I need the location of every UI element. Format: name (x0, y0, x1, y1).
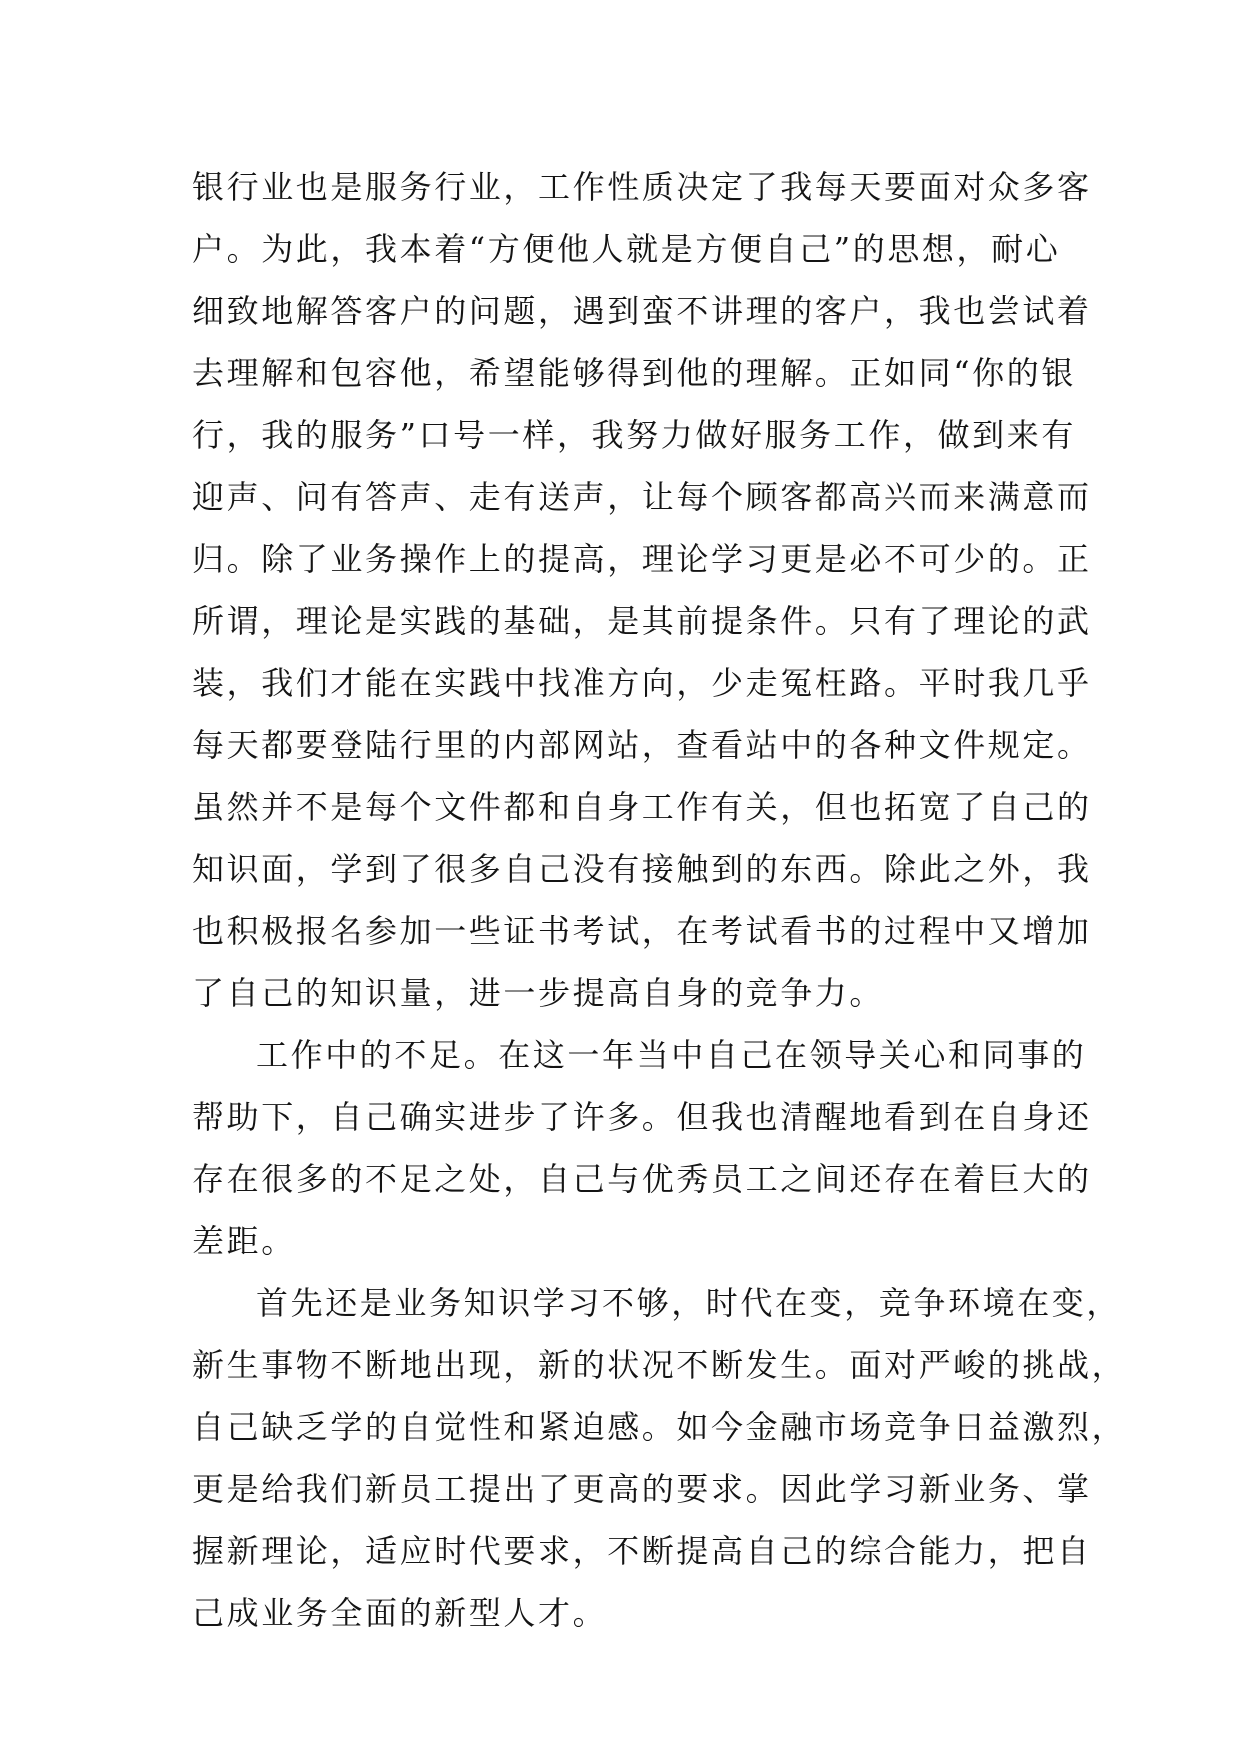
text-line: 归。除了业务操作上的提高，理论学习更是必不可少的。正 (192, 540, 1092, 578)
text-line: 细致地解答客户的问题，遇到蛮不讲理的客户，我也尝试着 (192, 292, 1092, 330)
text-line: 装，我们才能在实践中找准方向，少走冤枉路。平时我几乎 (192, 664, 1092, 702)
text-line: 握新理论，适应时代要求，不断提高自己的综合能力，把自 (192, 1532, 1092, 1570)
text-line: 去理解和包容他，希望能够得到他的理解。正如同“你的银 (192, 354, 1076, 392)
paragraph-shortcomings (192, 1024, 1092, 1272)
paragraph-service-and-learning (192, 156, 1092, 1024)
text-line: 差距。 (192, 1222, 296, 1260)
text-line: 银行业也是服务行业，工作性质决定了我每天要面对众多客 (192, 168, 1092, 206)
text-line: 己成业务全面的新型人才。 (192, 1594, 608, 1632)
text-line: 存在很多的不足之处，自己与优秀员工之间还存在着巨大的 (192, 1160, 1092, 1198)
text-line: 每天都要登陆行里的内部网站，查看站中的各种文件规定。 (192, 726, 1092, 764)
document-body (192, 156, 1127, 1644)
text-line: 所谓，理论是实践的基础，是其前提条件。只有了理论的武 (192, 602, 1092, 640)
text-line: 新生事物不断地出现，新的状况不断发生。面对严峻的挑战， (192, 1346, 1127, 1384)
text-line: 帮助下，自己确实进步了许多。但我也清醒地看到在自身还 (192, 1098, 1092, 1136)
text-line: 更是给我们新员工提出了更高的要求。因此学习新业务、掌 (192, 1470, 1092, 1508)
text-line: 虽然并不是每个文件都和自身工作有关，但也拓宽了自己的 (192, 788, 1092, 826)
text-line: 行，我的服务”口号一样，我努力做好服务工作，做到来有 (192, 416, 1076, 454)
text-line: 迎声、问有答声、走有送声，让每个顾客都高兴而来满意而 (192, 478, 1092, 516)
text-line: 自己缺乏学的自觉性和紧迫感。如今金融市场竞争日益激烈， (192, 1408, 1127, 1446)
text-line: 知识面，学到了很多自己没有接触到的东西。除此之外，我 (192, 850, 1092, 888)
text-line: 户。为此，我本着“方便他人就是方便自己”的思想，耐心 (192, 230, 1061, 268)
text-line: 了自己的知识量，进一步提高自身的竞争力。 (192, 974, 885, 1012)
text-line: 首先还是业务知识学习不够，时代在变，竞争环境在变， (256, 1284, 1122, 1322)
text-line: 工作中的不足。在这一年当中自己在领导关心和同事的 (256, 1036, 1087, 1074)
text-line: 也积极报名参加一些证书考试，在考试看书的过程中又增加 (192, 912, 1092, 950)
paragraph-knowledge-study (192, 1272, 1127, 1644)
